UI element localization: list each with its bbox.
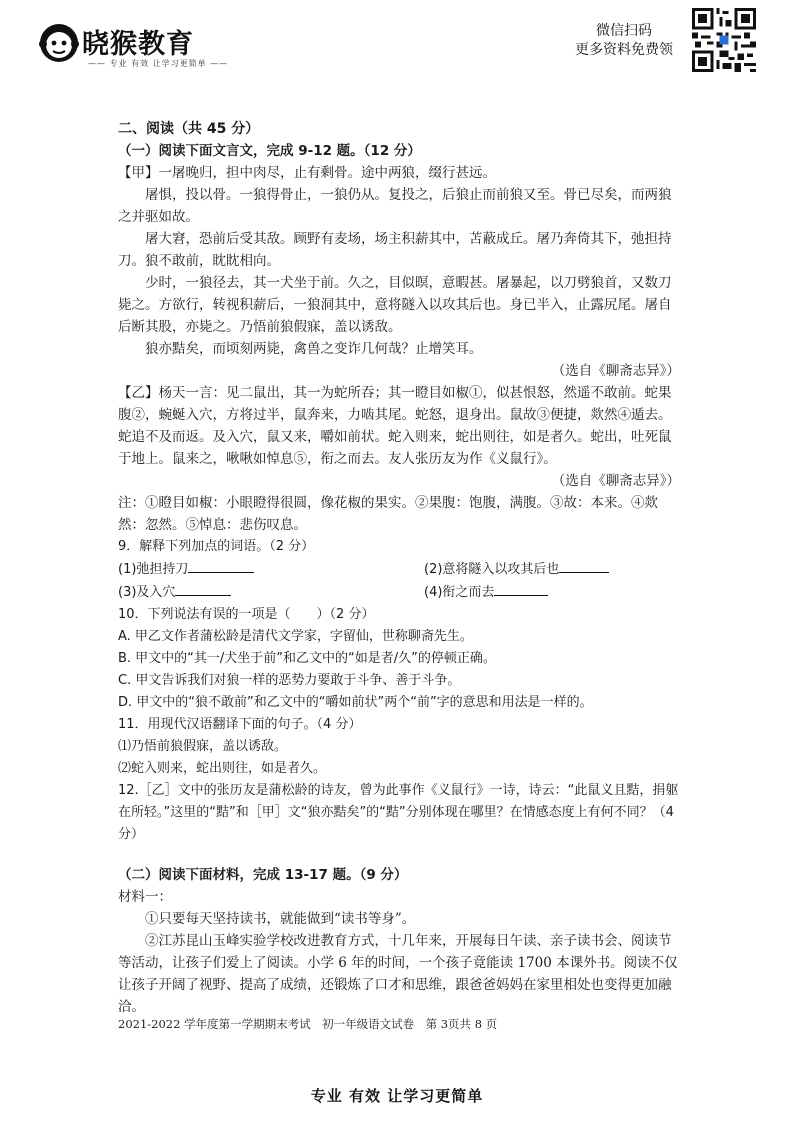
monkey-logo-icon	[38, 22, 80, 64]
q9-answer-blank-1[interactable]	[188, 558, 254, 573]
question-9: 9．解释下列加点的词语。（2 分）	[118, 539, 315, 554]
q10-option-c: C. 甲文告诉我们对狼一样的恶势力要敢于斗争、善于斗争。	[118, 673, 461, 688]
jia-paragraph-5: 狼亦黠矣，而顷刻两毙，禽兽之变诈几何哉？止增笑耳。	[145, 341, 483, 357]
q9-row-2	[118, 581, 680, 604]
question-10: 10．下列说法有误的一项是（ ）（2 分）	[118, 607, 375, 622]
qr-caption	[570, 22, 678, 60]
q9-item-4: (4)衔之而去	[374, 581, 680, 604]
jia-paragraph-3: 屠大窘，恐前后受其敌。顾野有麦场，场主积薪其中，苫蔽成丘。屠乃奔倚其下，弛担持刀。狼不敢前，眈眈相向。	[118, 231, 672, 269]
brand-name: 晓猴教育	[82, 29, 194, 60]
brand-slogan: —— 专业 有效 让学习更简单 ——	[88, 59, 229, 68]
q11-item-1: ⑴乃悟前狼假寐，盖以诱敌。	[118, 739, 288, 754]
qr-code-icon[interactable]	[692, 8, 756, 72]
yi-paragraph: 【乙】杨天一言：见二鼠出，其一为蛇所吞；其一瞪目如椒①，似甚恨怒，然遥不敢前。蛇果腹②，蜿蜒入穴，方将过半，鼠奔来，力啮其尾。蛇怒，退身出。鼠故③便捷，欻然④遁去。蛇追不及而返。及入穴，鼠又来，嚼如前状。蛇入则来，蛇出则往，如是者久。蛇出，吐死鼠于地上。鼠来之，啾啾如悼息⑤，衔之而去。友人张历友为作《义鼠行》。	[118, 385, 672, 467]
part2-title: （二）阅读下面材料，完成 13-17 题。（9 分）	[118, 867, 408, 883]
part1-title: （一）阅读下面文言文，完成 9-12 题。（12 分）	[118, 143, 421, 159]
material-label: 材料一：	[118, 889, 172, 905]
q10-option-d: D. 甲文中的“狼不敢前”和乙文中的“嚼如前状”两个“前”字的意思和用法是一样的。	[118, 695, 593, 710]
page-footer-info: 2021-2022 学年度第一学期期末考试 初一年级语文试卷 第 3页共 8 页	[118, 1017, 498, 1031]
q10-option-a: A. 甲乙文作者蒲松龄是清代文学家，字留仙，世称聊斋先生。	[118, 629, 473, 644]
jia-source: （选自《聊斋志异》）	[551, 363, 680, 379]
qr-caption-line2: 更多资料免费领	[575, 42, 673, 58]
question-12: 12.［乙］文中的张历友是蒲松龄的诗友，曾为此事作《义鼠行》一诗，诗云：“此鼠义且黠，捐躯在所轻。”这里的“黠”和［甲］文“狼亦黠矣”的“黠”分别体现在哪里？在情感态度上有何不同？（4 分）	[118, 783, 679, 842]
q9-answer-blank-2[interactable]	[559, 558, 609, 573]
section-title: 二、阅读（共 45 分）	[118, 121, 260, 137]
q9-item-1: (1)弛担持刀	[118, 558, 374, 581]
q9-answer-blank-3[interactable]	[175, 581, 231, 596]
jia-paragraph-4: 少时，一狼径去，其一犬坐于前。久之，目似暝，意暇甚。屠暴起，以刀劈狼首，又数刀毙之。方欲行，转视积薪后，一狼洞其中，意将隧入以攻其后也。身已半入，止露尻尾。屠自后断其股，亦毙之。乃悟前狼假寐，盖以诱敌。	[118, 275, 672, 335]
exam-content	[118, 118, 680, 1018]
material-paragraph-1: ①只要每天坚持读书，就能做到“读书等身”。	[145, 911, 416, 927]
annotation-note: 注：①瞪目如椒：小眼瞪得很圆，像花椒的果实。②果腹：饱腹，满腹。③故：本来。④欻然：忽然。⑤悼息：悲伤叹息。	[118, 495, 658, 533]
question-11: 11．用现代汉语翻译下面的句子。（4 分）	[118, 717, 362, 732]
footer-slogan: 专业 有效 让学习更简单	[310, 1087, 484, 1105]
q10-option-b: B. 甲文中的“其一/犬坐于前”和乙文中的“如是者/久”的停顿正确。	[118, 651, 496, 666]
q9-answer-blank-4[interactable]	[494, 581, 548, 596]
q9-row-1	[118, 558, 680, 581]
q11-item-2: ⑵蛇入则来，蛇出则往，如是者久。	[118, 761, 327, 776]
q9-item-2: (2)意将隧入以攻其后也	[374, 558, 680, 581]
q9-item-3: (3)及入穴	[118, 581, 374, 604]
page-header	[0, 0, 794, 85]
jia-paragraph-1: 【甲】一屠晚归，担中肉尽，止有剩骨。途中两狼，缀行甚远。	[118, 165, 496, 181]
material-paragraph-2: ②江苏昆山玉峰实验学校改进教育方式，十几年来，开展每日午读、亲子读书会、阅读节等活动，让孩子们爱上了阅读。小学 6 年的时间，一个孩子竟能读 1700 本课外书。阅读不仅让孩子开阔了视野、提高了成绩，还锻炼了口才和思维，跟爸爸妈妈在家里相处也变得更加融洽。	[118, 933, 678, 1015]
yi-source: （选自《聊斋志异》）	[551, 473, 680, 489]
qr-caption-line1: 微信扫码	[596, 23, 652, 39]
jia-paragraph-2: 屠惧，投以骨。一狼得骨止，一狼仍从。复投之，后狼止而前狼又至。骨已尽矣，而两狼之并驱如故。	[118, 187, 672, 225]
